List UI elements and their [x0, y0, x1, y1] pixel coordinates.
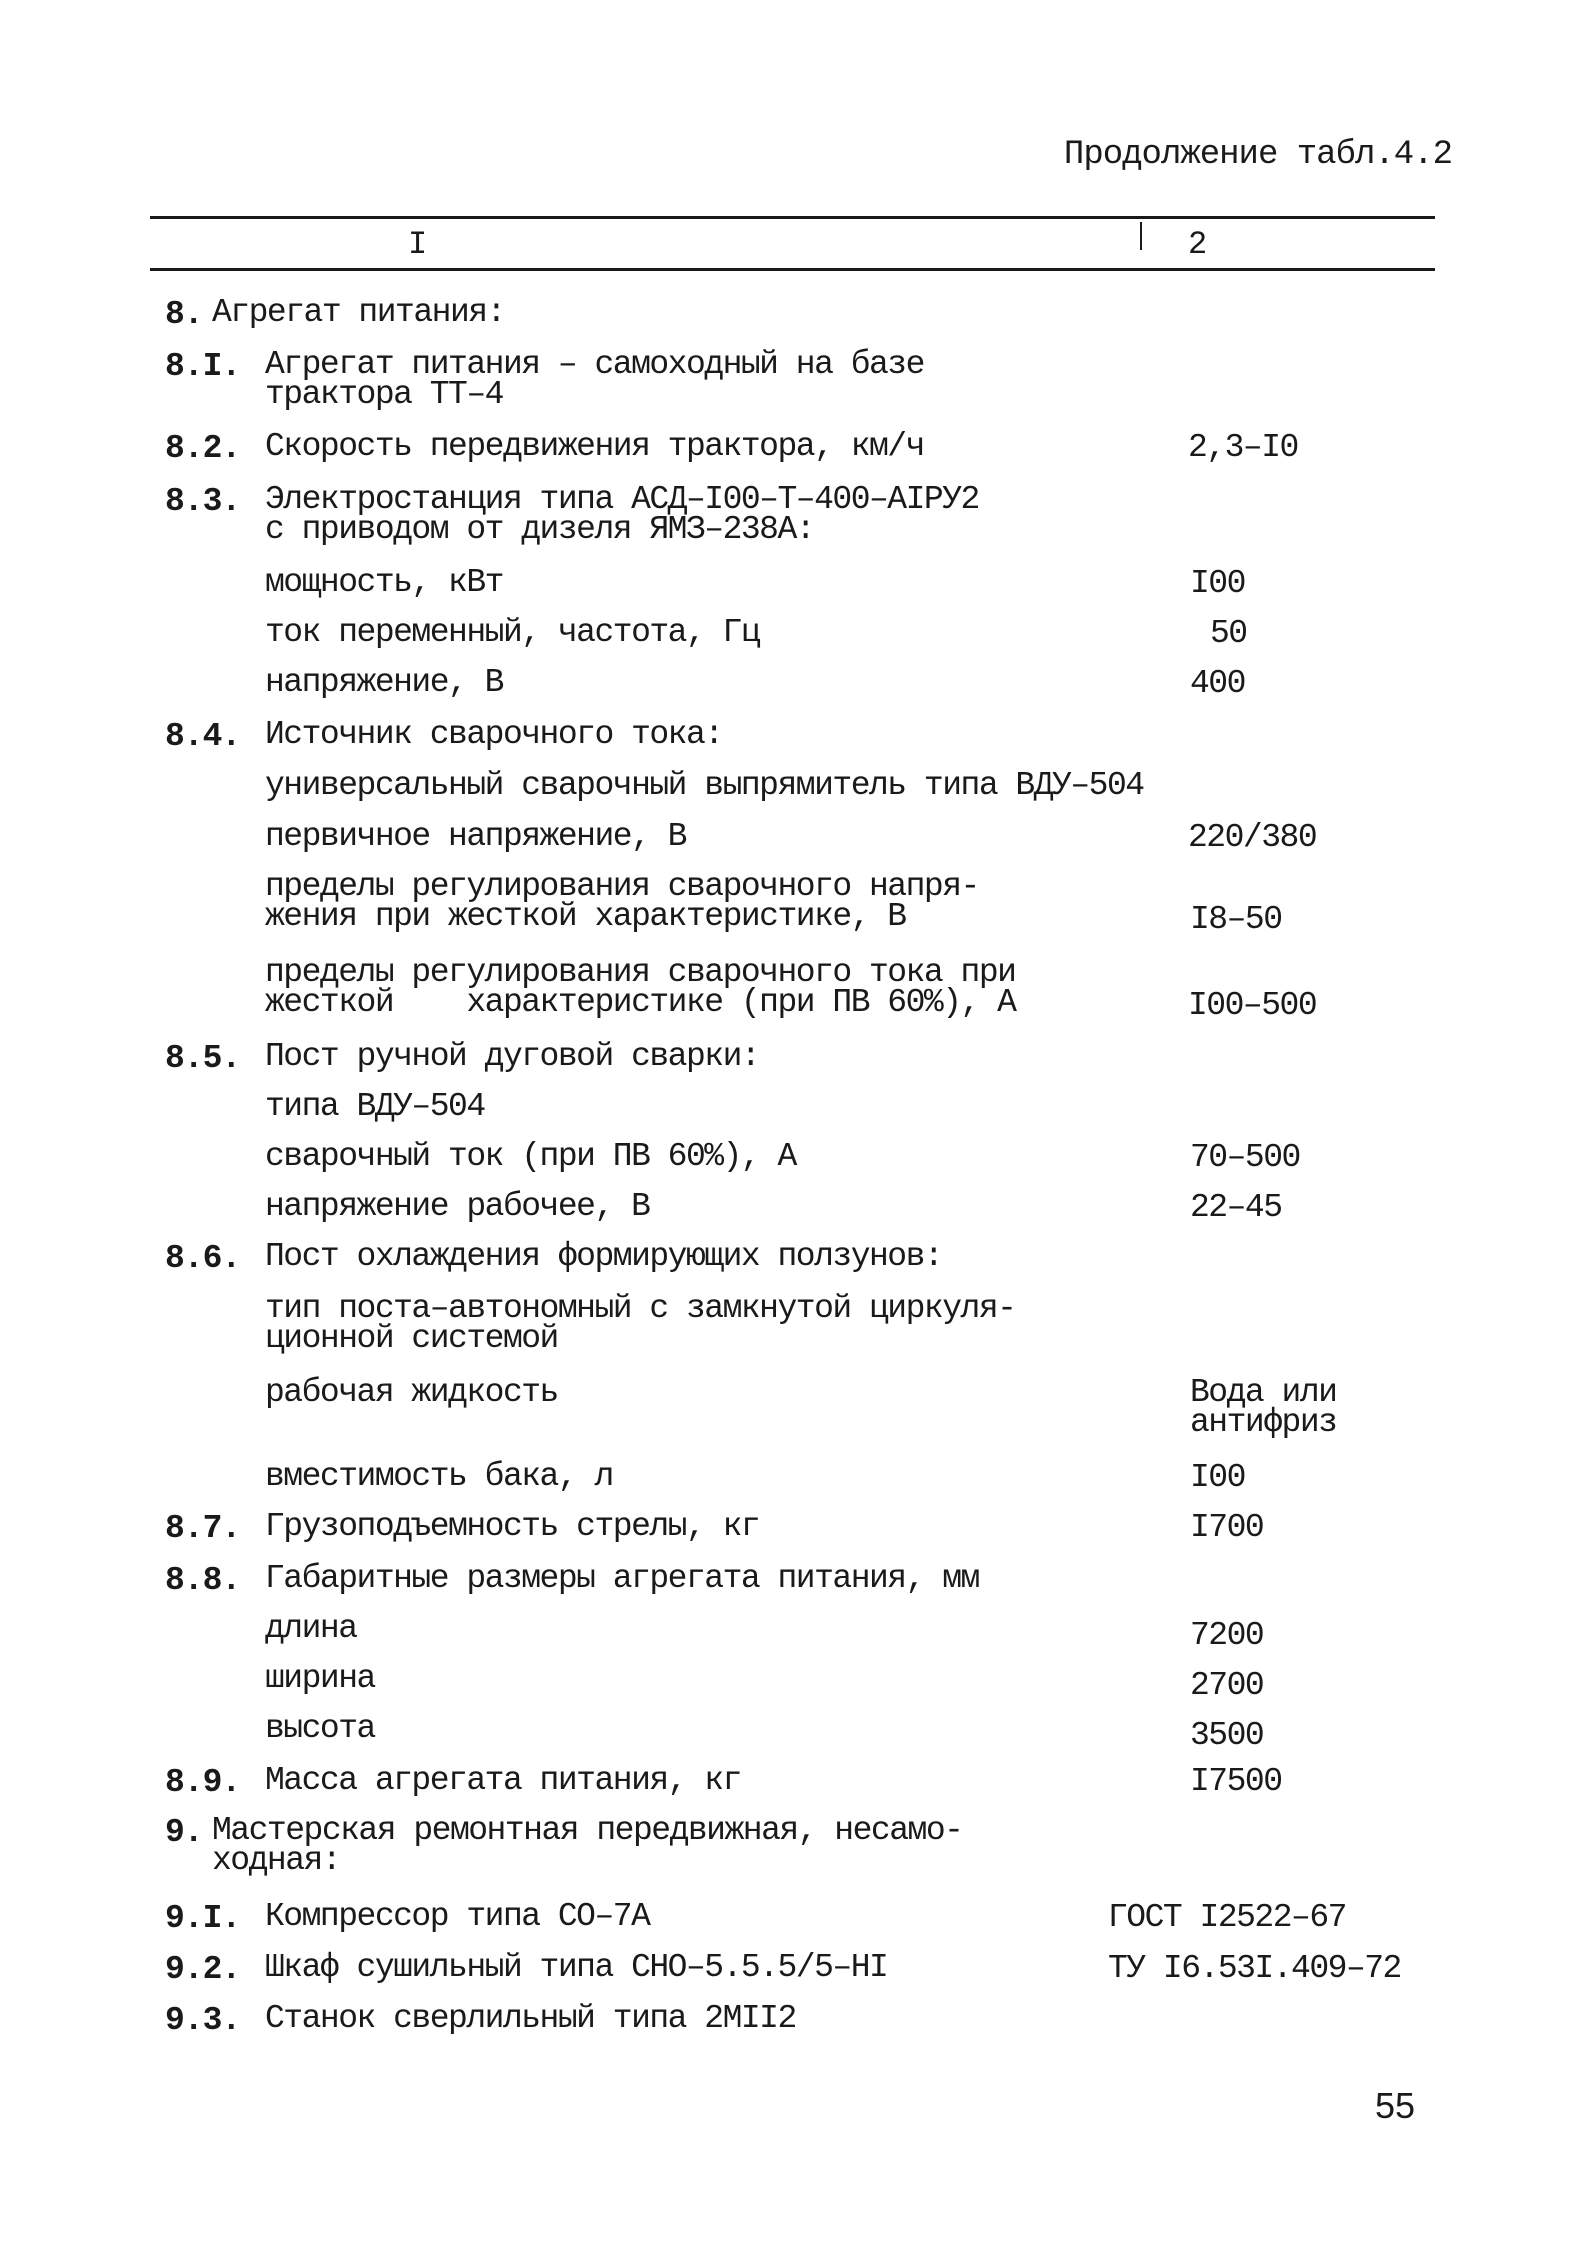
- item-text: Масса агрегата питания, кг: [265, 1762, 741, 1799]
- item-value: I700: [1190, 1509, 1264, 1546]
- item-number: 8.: [165, 296, 203, 333]
- item-value: I00: [1190, 1459, 1245, 1496]
- item-value: 7200: [1190, 1617, 1264, 1654]
- item-text: типа ВДУ–504: [265, 1088, 485, 1125]
- page-number: 55: [1375, 2085, 1416, 2126]
- item-text: рабочая жидкость: [265, 1374, 558, 1411]
- item-text: Агрегат питания:: [212, 294, 505, 331]
- item-text: Пост ручной дуговой сварки:: [265, 1038, 760, 1075]
- item-value: I7500: [1190, 1763, 1282, 1800]
- item-text: Станок сверлильный типа 2МII2: [265, 2000, 796, 2037]
- item-text: универсальный сварочный выпрямитель типа ВДУ–504: [265, 767, 1144, 804]
- item-text: Мастерская ремонтная передвижная, несамо- ходная:: [212, 1812, 963, 1879]
- item-value: I8–50: [1190, 901, 1282, 938]
- item-number: 9.I.: [165, 1900, 241, 1937]
- item-value: 3500: [1190, 1717, 1264, 1754]
- item-value: 220/380: [1188, 819, 1317, 856]
- item-text: Компрессор типа СО–7А: [265, 1898, 650, 1935]
- item-text: пределы регулирования сварочного тока при жесткой характеристике (при ПВ 60%), А: [265, 954, 1016, 1021]
- item-text: Источник сварочного тока:: [265, 716, 723, 753]
- item-number: 8.7.: [165, 1510, 241, 1547]
- column-header-2: 2: [1188, 226, 1208, 263]
- item-text: высота: [265, 1710, 375, 1747]
- item-text: сварочный ток (при ПВ 60%), А: [265, 1138, 796, 1175]
- item-number: 9.: [165, 1814, 203, 1851]
- item-number: 8.2.: [165, 430, 241, 467]
- item-text: ток переменный, частота, Гц: [265, 614, 760, 651]
- table-caption: Продолжение табл.4.2: [1063, 136, 1452, 174]
- item-value: 2700: [1190, 1667, 1264, 1704]
- item-text: Грузоподъемность стрелы, кг: [265, 1508, 760, 1545]
- item-text: Шкаф сушильный типа СНО–5.5.5/5–НI: [265, 1949, 888, 1986]
- item-value: Вода или антифриз: [1190, 1374, 1337, 1441]
- item-value: ТУ I6.53I.409–72: [1108, 1950, 1401, 1987]
- item-text: Скорость передвижения трактора, км/ч: [265, 428, 924, 465]
- item-text: Агрегат питания – самоходный на базе трактора ТТ–4: [265, 346, 924, 413]
- item-text: длина: [265, 1610, 357, 1647]
- item-number: 8.4.: [165, 718, 241, 755]
- item-value: 70–500: [1190, 1139, 1300, 1176]
- item-text: вместимость бака, л: [265, 1458, 613, 1495]
- item-number: 8.I.: [165, 348, 241, 385]
- item-number: 8.5.: [165, 1040, 241, 1077]
- item-text: напряжение рабочее, В: [265, 1188, 650, 1225]
- item-text: мощность, кВт: [265, 564, 503, 601]
- item-text: Пост охлаждения формирующих ползунов:: [265, 1238, 943, 1275]
- item-text: ширина: [265, 1660, 375, 1697]
- item-text: первичное напряжение, В: [265, 818, 686, 855]
- item-text: тип поста–автономный с замкнутой циркуля- ционной системой: [265, 1290, 1016, 1357]
- item-number: 8.3.: [165, 483, 241, 520]
- item-number: 8.9.: [165, 1764, 241, 1801]
- item-number: 9.2.: [165, 1951, 241, 1988]
- item-text: Электростанция типа АСД–I00–Т–400–АIРУ2 с приводом от дизеля ЯМЗ–238А:: [265, 481, 979, 548]
- item-text: напряжение, В: [265, 664, 503, 701]
- item-number: 8.8.: [165, 1562, 241, 1599]
- item-number: 9.3.: [165, 2002, 241, 2039]
- item-value: ГОСТ I2522–67: [1108, 1899, 1346, 1936]
- item-value: 400: [1190, 665, 1245, 702]
- item-value: I00: [1190, 565, 1245, 602]
- item-value: 50: [1210, 615, 1247, 652]
- item-value: 2,3–I0: [1188, 429, 1298, 466]
- item-number: 8.6.: [165, 1240, 241, 1277]
- item-value: 22–45: [1190, 1189, 1282, 1226]
- item-value: I00–500: [1188, 987, 1317, 1024]
- column-header-1: I: [408, 226, 428, 263]
- item-text: пределы регулирования сварочного напря- жения при жесткой характеристике, В: [265, 868, 979, 935]
- item-text: Габаритные размеры агрегата питания, мм: [265, 1560, 979, 1597]
